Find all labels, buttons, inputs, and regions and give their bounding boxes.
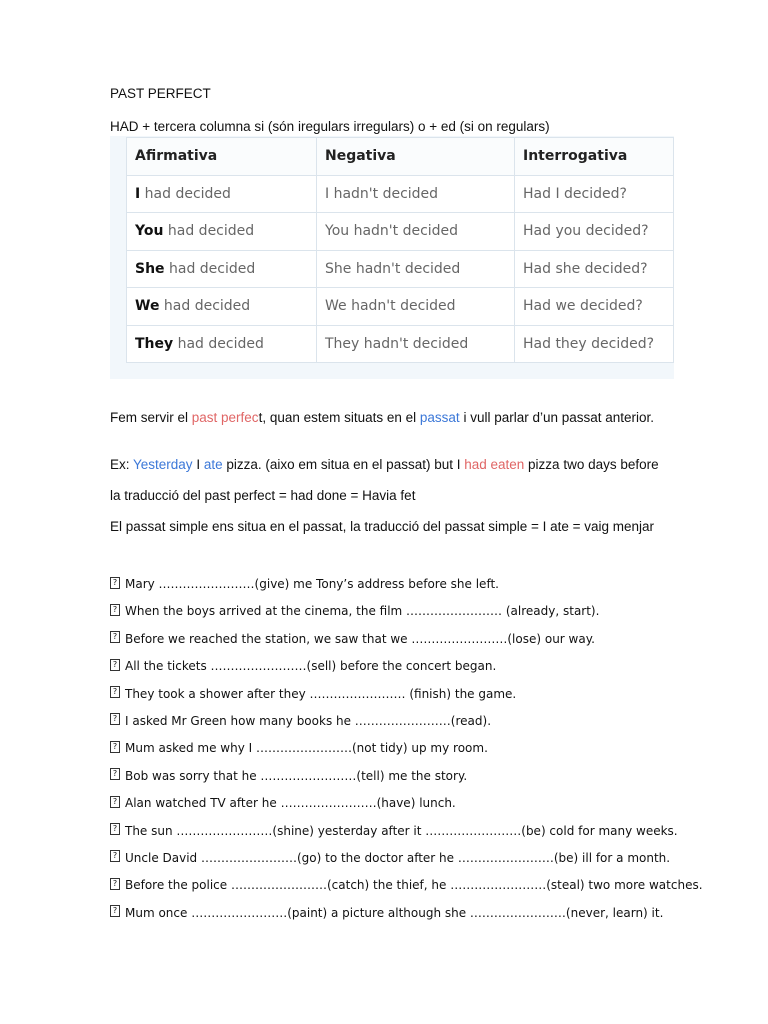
exercise-text: I asked Mr Green how many books he ……………………(read). [125,713,492,728]
exercise-text: Mum once ……………………(paint) a picture although she ……………………(never, learn) it. [125,905,664,920]
subject: She [135,260,165,277]
negative-cell: They hadn't decided [317,325,515,363]
table-header-row [127,138,674,176]
exercise-text: The sun ……………………(shine) yesterday after it ……………………(be) cold for many weeks. [125,823,678,838]
bullet-icon: ? [110,850,120,862]
bullet-icon: ? [110,823,120,835]
table-row [127,213,674,251]
affirmative-cell [127,175,317,213]
subject: You [135,223,164,240]
list-item [110,790,703,817]
usage-text: i vull parlar d’un passat anterior. [459,410,655,425]
exercise-text: Before the police ……………………(catch) the thief, he ……………………(steal) two more watches. [125,878,703,893]
translation-line: la traducció del past perfect = had done = Havia fet [110,488,416,503]
list-item [110,681,703,708]
list-item [110,735,703,762]
affirmative-verb: had decided [163,223,255,240]
bullet-icon: ? [110,768,120,780]
exercise-text: Before we reached the station, we saw that we ……………………(lose) our way. [125,631,595,646]
table-row [127,325,674,363]
list-item [110,818,703,845]
affirmative-verb: had decided [164,260,256,277]
exercise-text: Mum asked me why I ……………………(not tidy) up my room. [125,741,488,756]
exercise-text: Mary ……………………(give) me Tony’s address before she left. [125,577,499,591]
header-negative: Negativa [317,138,515,176]
negative-cell: I hadn't decided [317,175,515,213]
affirmative-cell [127,250,317,288]
bullet-icon: ? [110,905,120,917]
affirmative-verb: had decided [159,298,251,315]
affirmative-verb: had decided [140,185,231,202]
highlight-had-eaten: had eaten [464,457,525,472]
example-paragraph [110,457,670,473]
highlight-ate: ate [203,457,223,472]
table-row [127,250,674,288]
affirmative-cell [127,325,317,363]
simple-past-paragraph: El passat simple ens situa en el passat, la traducció del passat simple = I ate = vaig menjar [110,519,655,534]
example-text: pizza. (aixo em situa en el passat) but I [222,457,465,472]
example-text: Ex: [110,457,134,472]
negative-cell: She hadn't decided [317,250,515,288]
bullet-icon: ? [110,741,120,753]
table-row [127,288,674,326]
list-item [110,571,703,598]
bullet-icon: ? [110,878,120,890]
example-text: pizza two days before [524,457,659,472]
usage-text: Fem servir el [110,410,192,425]
interrogative-cell: Had they decided? [515,325,674,363]
list-item [110,763,703,790]
list-item [110,872,703,899]
highlight-yesterday: Yesterday [133,457,193,472]
bullet-icon: ? [110,713,120,725]
conjugation-table-panel [110,136,674,379]
header-interrogative: Interrogativa [515,138,674,176]
exercise-text: Uncle David ……………………(go) to the doctor after he ……………………(be) ill for a month. [125,850,671,865]
table-row [127,175,674,213]
page-title: PAST PERFECT [110,86,211,101]
list-item [110,626,703,653]
bullet-icon: ? [110,659,120,671]
example-text: I [192,457,204,472]
usage-text: t, quan estem situats en el [258,410,420,425]
interrogative-cell: Had she decided? [515,250,674,288]
highlight-past-perfect: past perfec [191,410,259,425]
list-item [110,708,703,735]
usage-paragraph [110,410,670,426]
bullet-icon: ? [110,686,120,698]
subject: They [135,335,174,352]
affirmative-verb: had decided [173,335,264,352]
exercise-text: Alan watched TV after he ……………………(have) lunch. [125,796,456,811]
interrogative-cell: Had we decided? [515,288,674,326]
list-item [110,653,703,680]
exercise-text: When the boys arrived at the cinema, the film …………………… (already, start). [125,604,600,619]
interrogative-cell: Had I decided? [515,175,674,213]
exercise-text: They took a shower after they …………………… (finish) the game. [125,686,517,701]
list-item [110,598,703,625]
exercise-text: All the tickets ……………………(sell) before the concert began. [125,659,497,674]
header-affirmative: Afirmativa [127,138,317,176]
grammar-rule: HAD + tercera columna si (són iregulars irregulars) o + ed (si on regulars) [110,119,550,134]
bullet-icon: ? [110,796,120,808]
exercise-text: Bob was sorry that he ……………………(tell) me the story. [125,768,468,783]
list-item [110,900,703,927]
affirmative-cell [127,288,317,326]
exercise-list [110,571,703,927]
negative-cell: You hadn't decided [317,213,515,251]
conjugation-table [126,137,674,363]
interrogative-cell: Had you decided? [515,213,674,251]
bullet-icon: ? [110,604,120,616]
list-item [110,845,703,872]
negative-cell: We hadn't decided [317,288,515,326]
bullet-icon: ? [110,631,120,643]
subject: I [135,185,141,202]
affirmative-cell [127,213,317,251]
bullet-icon: ? [110,577,120,589]
highlight-passat: passat [419,410,460,425]
subject: We [135,298,160,315]
